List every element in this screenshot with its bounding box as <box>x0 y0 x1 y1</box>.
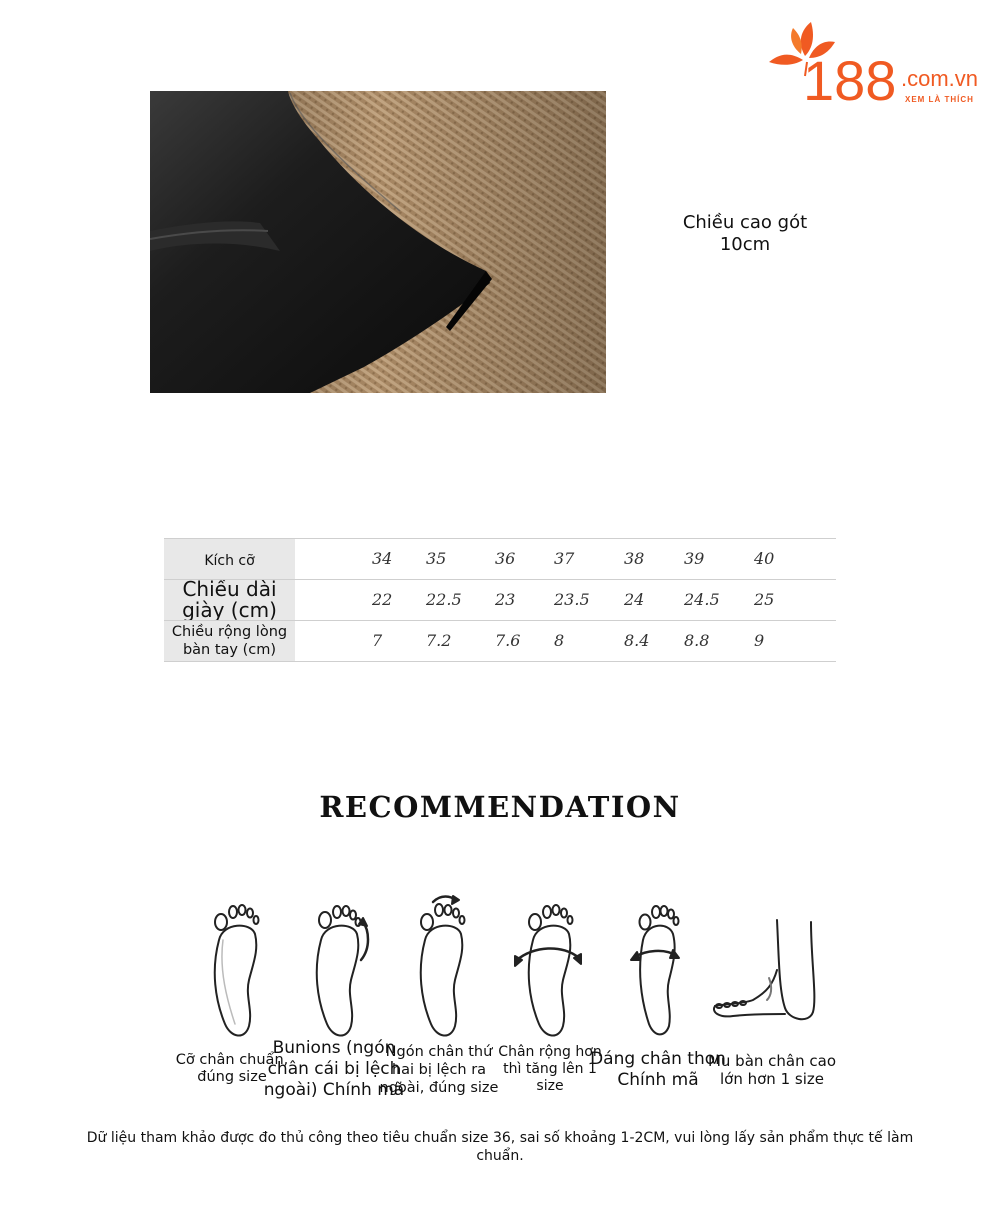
foot-caption-wide: Chân rộng hơn thì tăng lên 1 size <box>498 1044 602 1094</box>
bunion-foot-icon <box>317 906 368 1036</box>
table-cell: 35 <box>426 549 447 568</box>
foot-caption-second-toe: Ngón chân thứ hai bị lệch ra ngoài, đúng size <box>379 1044 499 1096</box>
brand-logo[interactable] <box>765 16 991 108</box>
table-row-size <box>164 538 836 579</box>
size-note: Dữ liệu tham khảo được đo thủ công theo tiêu chuẩn size 36, sai số khoảng 1-2CM, vui lòng lấy sản phẩm thực tế làm chuẩn. <box>86 1130 914 1164</box>
second-toe-foot-icon <box>421 896 465 1036</box>
foot-caption-normal: Cỡ chân chuẩn, đúng size <box>175 1052 289 1085</box>
table-cell: 8.4 <box>624 631 650 650</box>
table-cell: 8 <box>554 631 565 650</box>
row-header <box>164 539 295 579</box>
row-header <box>164 580 295 620</box>
thin-foot-icon <box>631 906 679 1034</box>
foot-caption-high-instep: Mu bàn chân cao lớn hơn 1 size <box>707 1052 837 1088</box>
table-cell: 36 <box>495 549 516 568</box>
wide-foot-icon <box>515 905 581 1036</box>
table-cell: 8.8 <box>684 631 710 650</box>
table-row-width <box>164 620 836 662</box>
logo-domain: .com.vn <box>901 66 979 91</box>
row-header-label: Kích cỡ <box>204 553 255 569</box>
table-cell: 39 <box>684 549 705 568</box>
table-cell: 7.6 <box>495 631 521 650</box>
size-table <box>164 538 836 662</box>
heel-height-title: Chiều cao gót <box>682 212 808 233</box>
table-cell: 40 <box>754 549 775 568</box>
table-cell: 24 <box>624 590 645 609</box>
table-cell: 23 <box>495 590 516 609</box>
table-cell: 34 <box>372 549 393 568</box>
row-header-label: Chiều dài giày (cm) <box>182 580 277 620</box>
recommendation-title: RECOMMENDATION <box>319 790 681 824</box>
table-cell: 37 <box>554 549 575 568</box>
row-header-label: Chiều rộng lòng bàn tay (cm) <box>171 624 288 658</box>
heel-height-value: 10cm <box>719 234 771 255</box>
foot-types-illustration <box>185 882 835 1037</box>
table-cell: 7 <box>372 631 383 650</box>
logo-tagline: XEM LÀ THÍCH <box>905 95 974 104</box>
normal-foot-icon <box>215 905 259 1036</box>
high-instep-foot-icon <box>714 920 814 1019</box>
table-cell: 25 <box>754 590 775 609</box>
table-cell: 22 <box>372 590 393 609</box>
table-row-length <box>164 579 836 620</box>
table-cell: 7.2 <box>426 631 452 650</box>
row-header <box>164 621 295 661</box>
product-photo <box>150 91 606 393</box>
table-cell: 38 <box>624 549 645 568</box>
foot-caption-thin: Dáng chân thon Chính mã <box>590 1049 726 1090</box>
table-cell: 22.5 <box>426 590 462 609</box>
logo-number: 188 <box>803 49 897 108</box>
table-cell: 9 <box>754 631 765 650</box>
table-cell: 23.5 <box>554 590 590 609</box>
heel-height-label <box>660 212 830 256</box>
table-cell: 24.5 <box>684 590 720 609</box>
foot-caption-bunion: Bunions (ngón chân cái bị lệch ngoài) Chính mã <box>263 1038 405 1100</box>
